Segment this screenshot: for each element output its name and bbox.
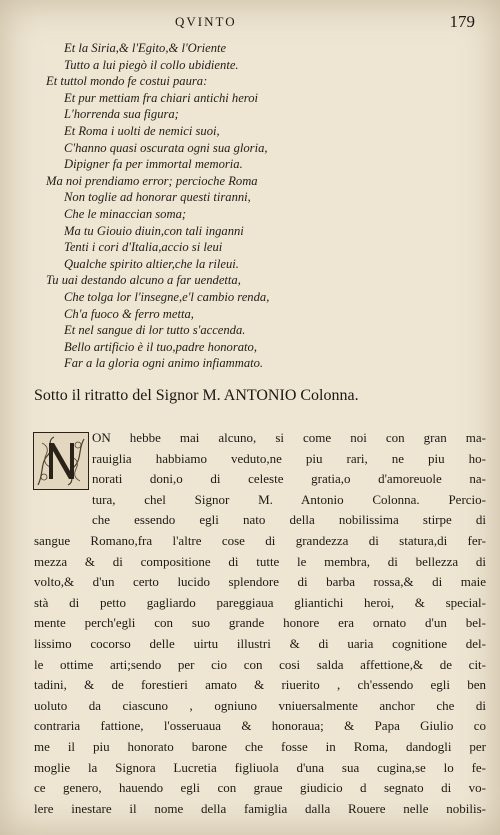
prose-line: stà di petto gagliardo pareggiaua gliantichi heroi, & special- (34, 594, 486, 610)
prose-line: ON hebbe mai alcuno, si come noi con gran ma- (92, 430, 486, 445)
prose-line: norati doni,o di celeste gratia,o d'amoreuole na- (92, 471, 486, 487)
poem-line: Che tolga lor l'insegne,e'l cambio renda, (64, 289, 270, 304)
poem-line: Non toglie ad honorar questi tiranni, (64, 190, 251, 205)
poem-line: Et tuttol mondo fe costui paura: (46, 74, 208, 89)
section-heading: Sotto il ritratto del Signor M. ANTONIO Colonna. (34, 387, 359, 404)
prose-paragraph (34, 428, 486, 819)
prose-line: ce genero, hauendo egli con graue giudicio d segnato di vo- (34, 780, 486, 796)
poem (42, 40, 462, 372)
prose-line: volto,& d'un certo lucido splendore di barba rossa,& di maie (34, 574, 486, 590)
poem-line: Bello artificio è il tuo,padre honorato, (64, 339, 257, 354)
prose-line: moglie la Signora Lucretia figliuola d'una sua cugina,se lo fe- (34, 759, 486, 775)
poem-line: Tutto a lui piegò il collo ubidiente. (64, 57, 239, 72)
prose-line: sangue Romano,fra l'altre cose di grandezza di statura,di fer- (34, 532, 486, 548)
prose-line: lissimo cocorso delle uirtu illustri & di uaria cognitione del- (34, 635, 486, 651)
running-title: QVINTO (175, 14, 237, 29)
poem-line: C'hanno quasi oscurata ogni sua gloria, (64, 140, 268, 155)
poem-line: Ch'a fuoco & ferro metta, (64, 306, 194, 321)
poem-line: Che le minaccian soma; (64, 206, 187, 221)
prose-line: uoluto da ciascuno , ogniuno vniuersalmente anchor che di (34, 697, 486, 713)
prose-line: che essendo egli nato della nobilissima stirpe di (92, 512, 486, 528)
prose-line: tadini, & de forestieri amato & riuerito , ch'essendo egli ben (34, 677, 486, 693)
poem-line: Ma noi prendiamo error; percioche Roma (46, 173, 258, 188)
prose-line: contraria fattione, l'osseruaua & honoraua; & Papa Giulio co (34, 718, 486, 734)
page-number: 179 (449, 12, 475, 31)
prose-line: mente perch'egli con suo grande honore era ornato d'un bel- (34, 615, 486, 631)
prose-line: lere inestare il nome della famiglia dalla Rouere nelle nobilis- (34, 800, 486, 816)
poem-line: Tu uai destando alcuno a far uendetta, (46, 273, 241, 288)
poem-line: Et la Siria,& l'Egito,& l'Oriente (64, 41, 227, 55)
prose-line: le ottime arti;sendo per cio con cosi salda affettione,& de cit- (34, 656, 486, 672)
prose-line: rauiglia habbiamo veduto,ne piu rari, ne piu ho- (92, 450, 486, 466)
prose-line: tura, chel Signor M. Antonio Colonna. Percio- (92, 491, 486, 507)
poem-line: Dipigner fa per immortal memoria. (64, 157, 243, 172)
prose-line: me il piu honorato barone che fosse in Roma, dandogli per (34, 738, 486, 754)
poem-line: Tenti i cori d'Italia,accio si leui (64, 240, 223, 255)
poem-line: Et nel sangue di lor tutto s'accenda. (64, 323, 246, 338)
poem-line: Et pur mettiam fra chiari antichi heroi (64, 90, 259, 105)
running-head (175, 14, 475, 36)
poem-line: Qualche spirito altier,che la rileui. (64, 256, 239, 271)
poem-line: Ma tu Giouio diuin,con tali inganni (64, 223, 244, 238)
poem-line: L'horrenda sua figura; (64, 107, 179, 122)
poem-line: Far a la gloria ogni animo infiammato. (64, 356, 264, 371)
prose-line: mezza & di compositione di tutte le membra, di bellezza di (34, 553, 486, 569)
poem-line: Et Roma i uolti de nemici suoi, (64, 123, 220, 138)
